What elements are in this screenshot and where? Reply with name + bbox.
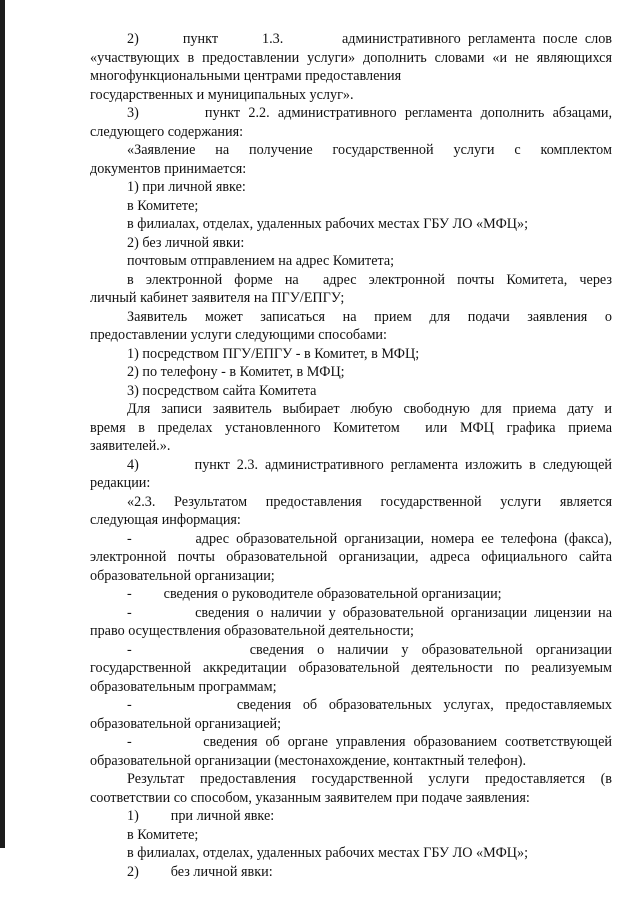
paragraph-line: «Заявление на получение государственной услуги с комплектом — [127, 142, 612, 158]
paragraph-line: документов принимается: — [90, 160, 247, 177]
paragraph-line: личный кабинет заявителя на ПГУ/ЕПГУ; — [90, 290, 345, 306]
paragraph-line: 1) при личной явке: — [127, 179, 246, 195]
paragraph-line: Для записи заявитель выбирает любую свободную для приема дату и — [127, 401, 612, 417]
paragraph-line: время в пределах установленного Комитетом или МФЦ графика приема — [90, 419, 612, 436]
paragraph-line: заявителей.». — [90, 438, 171, 454]
paragraph-line: следующая информация: — [90, 512, 241, 528]
paragraph-line: 3) посредством сайта Комитета — [127, 382, 317, 399]
list-item: 1) при личной явке: — [127, 808, 275, 824]
list-item: - сведения о руководителе образовательной организации; — [127, 586, 502, 602]
paragraph-line: образовательной организации; — [90, 567, 275, 584]
paragraph-line: Результат предоставления государственной услуги предоставляется (в — [127, 771, 612, 787]
paragraph-line: «2.3. Результатом предоставления государственной услуги является — [127, 493, 612, 510]
paragraph-line: образовательным программам; — [90, 678, 277, 695]
paragraph-line: соответствии со способом, указанным заявителем при подаче заявления: — [90, 789, 530, 806]
list-item: 2) без личной явки: — [127, 863, 273, 880]
list-item: - сведения об образовательных услугах, предоставляемых — [127, 697, 612, 713]
paragraph-line: государственной аккредитации образовательной деятельности по реализуемым — [90, 660, 612, 676]
paragraph-line: 2) по телефону - в Комитет, в МФЦ; — [127, 364, 345, 380]
paragraph-line: в электронной форме на адрес электронной почты Комитета, через — [127, 271, 612, 288]
paragraph-line: редакции: — [90, 475, 151, 491]
scan-edge-shadow — [0, 0, 5, 848]
list-item: - адрес образовательной организации, номера ее телефона (факса), — [127, 530, 612, 547]
paragraph-line: государственных и муниципальных услуг». — [90, 86, 354, 103]
paragraph-line: следующего содержания: — [90, 123, 244, 140]
paragraph-item-3: 3) пункт 2.2. административного регламента дополнить абзацами, — [127, 105, 612, 121]
paragraph-line: в филиалах, отделах, удаленных рабочих местах ГБУ ЛО «МФЦ»; — [127, 845, 529, 861]
paragraph-line: почтовым отправлением на адрес Комитета; — [127, 253, 395, 269]
paragraph-line: 2) без личной явки: — [127, 234, 245, 251]
paragraph-item-2: 2) пункт 1.3. административного регламента после слов «участвующих в предоставлении услуги» дополнить словами «и не являющихся многофункциональными центрами предоставления — [90, 31, 612, 84]
paragraph-line: Заявитель может записаться на прием для подачи заявления о — [127, 308, 612, 325]
paragraph-line: в Комитете; — [127, 826, 199, 843]
paragraph-line: образовательной организацией; — [90, 715, 282, 732]
paragraph-item-4: 4) пункт 2.3. административного регламента изложить в следующей — [127, 456, 612, 473]
list-item: - сведения об органе управления образованием соответствующей — [127, 734, 612, 750]
list-item: - сведения о наличии у образовательной организации лицензии на — [127, 604, 612, 621]
paragraph-line: электронной почты образовательной организации, адреса официального сайта — [90, 549, 612, 565]
paragraph-line: предоставлении услуги следующими способами: — [90, 327, 387, 343]
paragraph-line: право осуществления образовательной деятельности; — [90, 623, 414, 639]
list-item: - сведения о наличии у образовательной организации — [127, 641, 612, 658]
paragraph-line: в филиалах, отделах, удаленных рабочих местах ГБУ ЛО «МФЦ»; — [127, 216, 529, 232]
document-body — [90, 30, 612, 881]
paragraph-line: образовательной организации (местонахождение, контактный телефон). — [90, 752, 527, 769]
paragraph-line: 1) посредством ПГУ/ЕПГУ - в Комитет, в МФЦ; — [127, 345, 420, 362]
paragraph-line: в Комитете; — [127, 197, 199, 214]
